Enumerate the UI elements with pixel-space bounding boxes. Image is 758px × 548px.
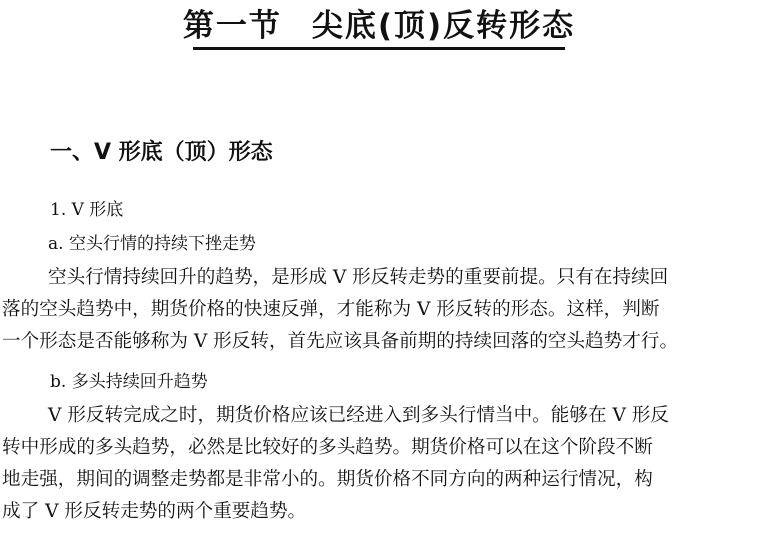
paragraph-line: 成了 V 形反转走势的两个重要趋势。 bbox=[2, 501, 307, 522]
paragraph-line: 空头行情持续回升的趋势，是形成 V 形反转走势的重要前提。只有在持续回 bbox=[48, 267, 669, 288]
item-b-paragraph bbox=[2, 400, 754, 528]
chapter-number: 第一节 bbox=[182, 8, 282, 44]
paragraph-line: 一个形态是否能够称为 V 形反转，首先应该具备前期的持续回落的空头趋势才行。 bbox=[2, 331, 679, 352]
item-b-heading: b. 多头持续回升趋势 bbox=[50, 372, 208, 392]
paragraph-line: 转中形成的多头趋势，必然是比较好的多头趋势。期货价格可以在这个阶段不断 bbox=[2, 437, 653, 458]
subsection-heading: 1. V 形底 bbox=[50, 200, 124, 220]
paragraph-line: 落的空头趋势中，期货价格的快速反弹，才能称为 V 形反转的形态。这样，判断 bbox=[2, 299, 660, 320]
chapter-title bbox=[0, 6, 758, 46]
paragraph-line: 地走强，期间的调整走势都是非常小的。期货价格不同方向的两种运行情况，构 bbox=[2, 469, 653, 490]
chapter-title-underline bbox=[193, 47, 565, 50]
item-a-paragraph bbox=[2, 262, 754, 358]
item-a-heading: a. 空头行情的持续下挫走势 bbox=[48, 234, 256, 254]
chapter-name: 尖底(顶)反转形态 bbox=[311, 8, 576, 44]
section-heading: 一、V 形底（顶）形态 bbox=[50, 140, 273, 165]
paragraph-line: V 形反转完成之时，期货价格应该已经进入到多头行情当中。能够在 V 形反 bbox=[48, 405, 669, 426]
